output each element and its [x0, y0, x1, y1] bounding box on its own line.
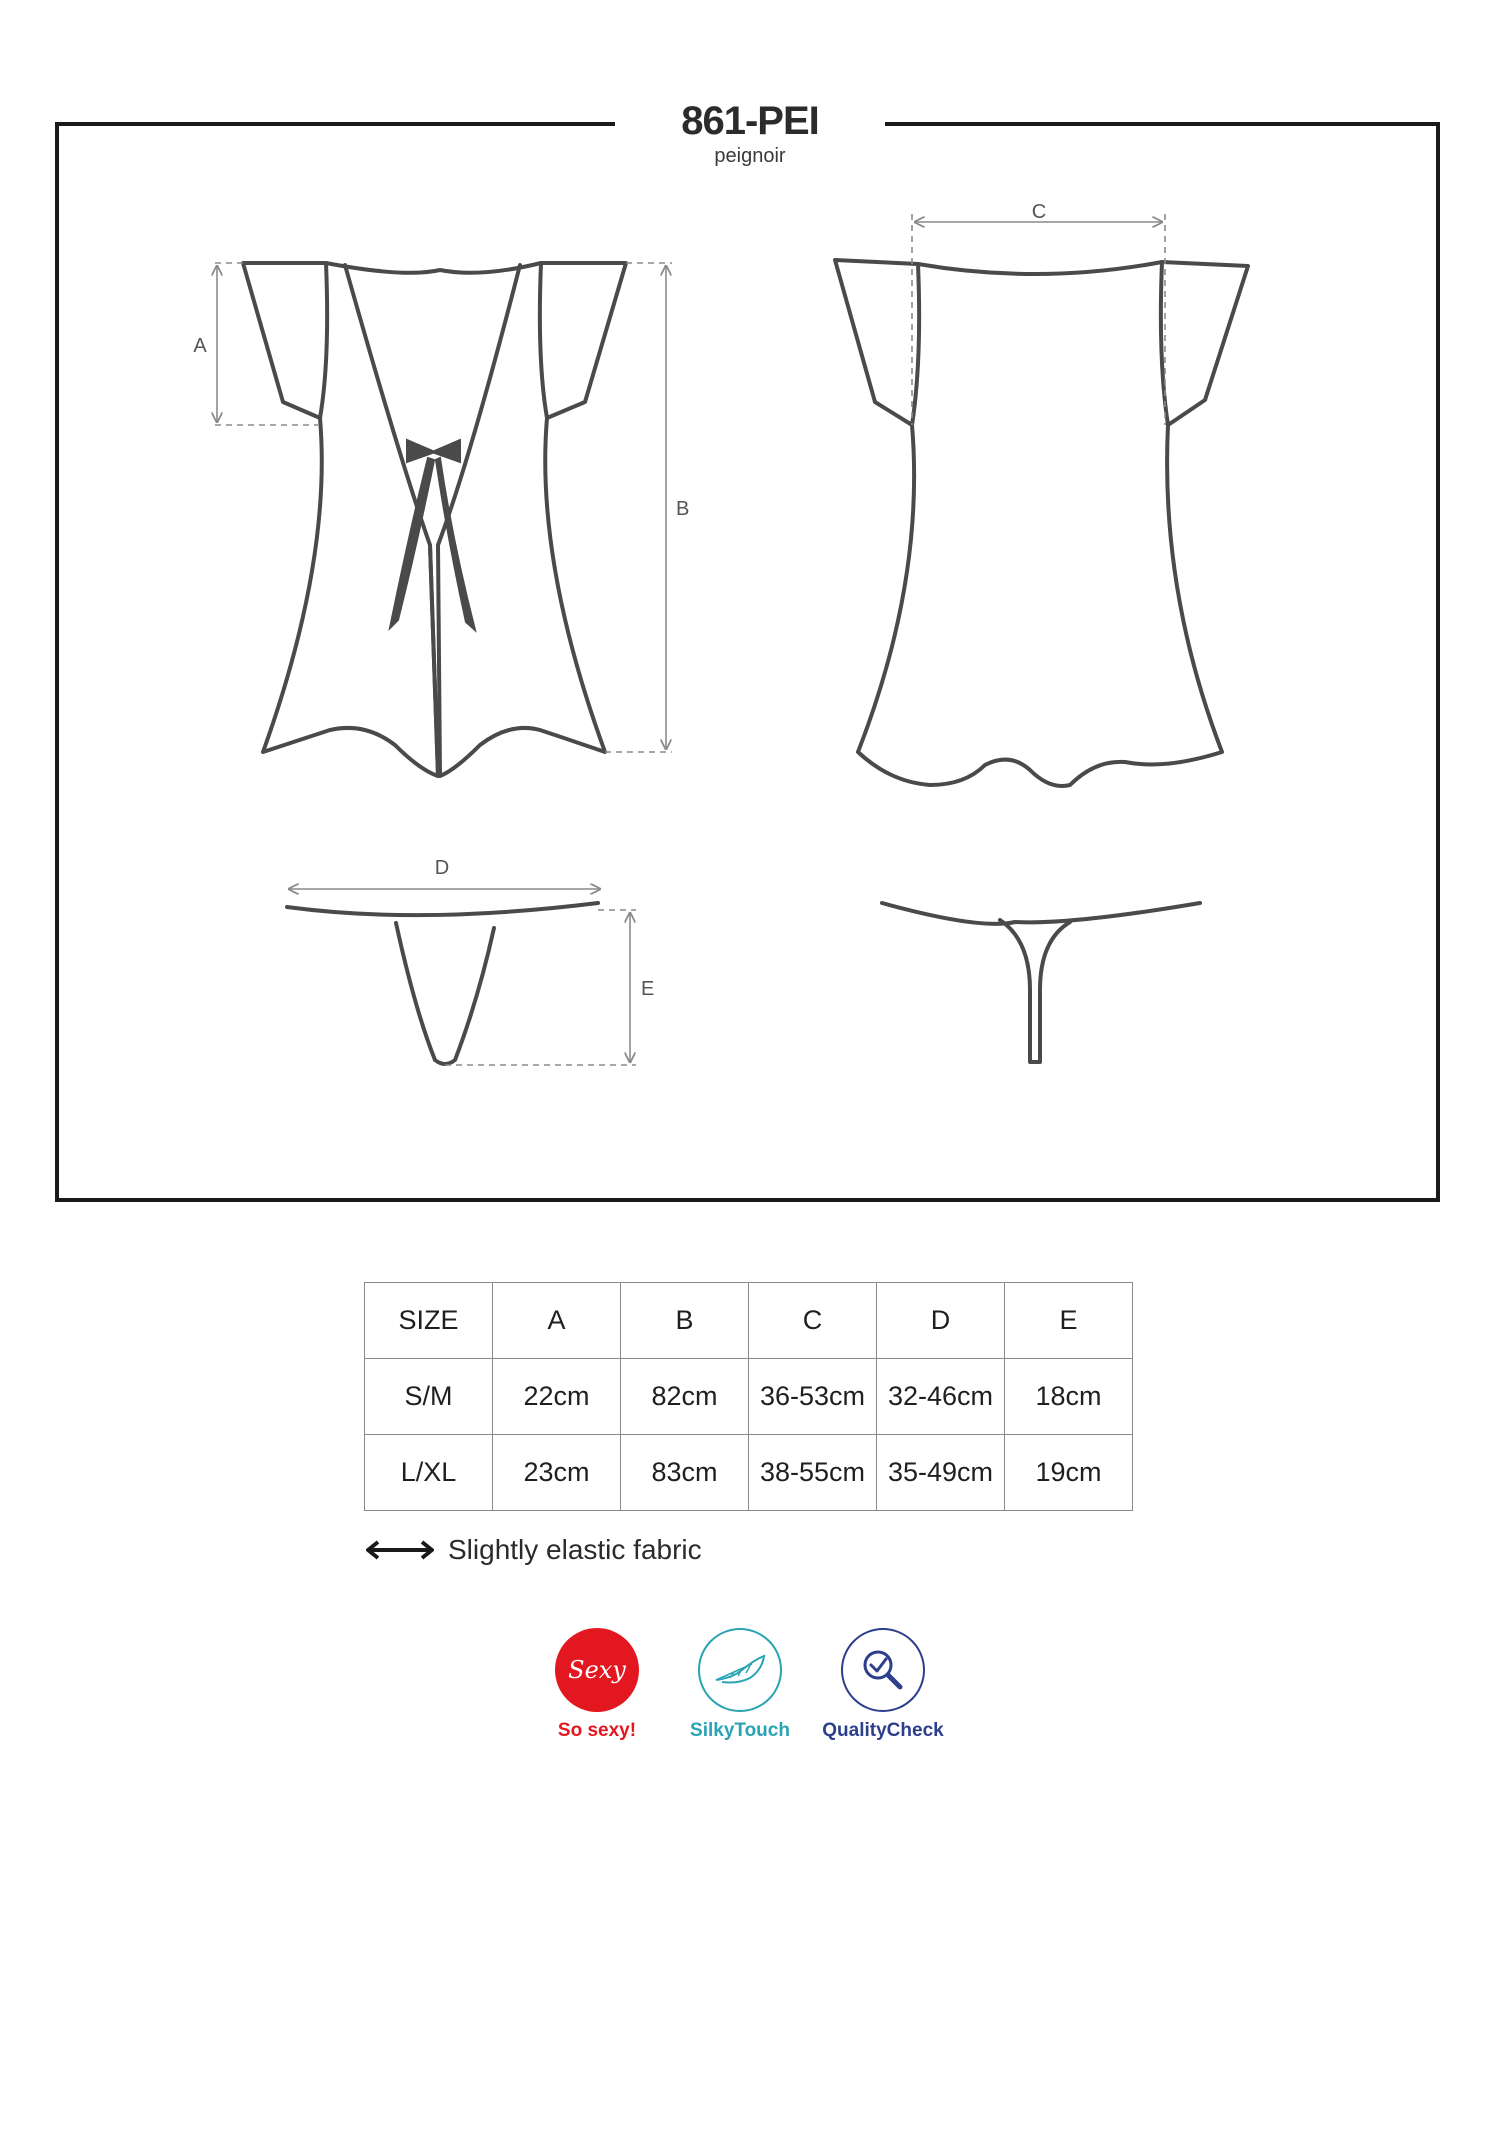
table-cell: 35-49cm: [877, 1435, 1005, 1511]
product-type: peignoir: [714, 145, 786, 167]
double-arrow-icon: [364, 1538, 436, 1562]
badge-caption: SilkyTouch: [690, 1720, 790, 1741]
fabric-note: [364, 1530, 702, 1570]
peignoir-front: [243, 263, 626, 776]
table-cell: 19cm: [1005, 1435, 1133, 1511]
dim-label-c: C: [1031, 201, 1047, 223]
header-cell: E: [1005, 1283, 1133, 1359]
dimension-lines: [215, 214, 1165, 1065]
badge-so-sexy: [527, 1628, 667, 1742]
badge-caption: QualityCheck: [822, 1720, 944, 1741]
header-cell: SIZE: [365, 1283, 493, 1359]
table-row: [365, 1359, 1133, 1435]
table-cell: 82cm: [621, 1359, 749, 1435]
product-code: 861-PEI: [681, 99, 819, 143]
fabric-note-text: Slightly elastic fabric: [448, 1534, 702, 1565]
table-row: [365, 1435, 1133, 1511]
dim-label-e: E: [641, 978, 655, 1000]
dim-label-d: D: [434, 857, 450, 879]
feather-icon: [698, 1628, 782, 1712]
dim-label-a: A: [193, 335, 207, 357]
peignoir-back: [835, 260, 1248, 786]
table-cell: L/XL: [365, 1435, 493, 1511]
table-cell: 18cm: [1005, 1359, 1133, 1435]
title-block: [615, 92, 885, 182]
badge-quality-check: [813, 1628, 953, 1742]
header-cell: B: [621, 1283, 749, 1359]
table-cell: 83cm: [621, 1435, 749, 1511]
dim-label-b: B: [676, 498, 690, 520]
table-header-row: [365, 1283, 1133, 1359]
header-cell: A: [493, 1283, 621, 1359]
sexy-icon: Sexy: [555, 1628, 639, 1712]
header-cell: D: [877, 1283, 1005, 1359]
thong-front: [287, 903, 598, 1064]
table-cell: S/M: [365, 1359, 493, 1435]
table-cell: 22cm: [493, 1359, 621, 1435]
table-cell: 23cm: [493, 1435, 621, 1511]
badge-caption: So sexy!: [557, 1720, 637, 1741]
table-cell: 36-53cm: [749, 1359, 877, 1435]
size-table: [364, 1282, 1133, 1511]
header-cell: C: [749, 1283, 877, 1359]
table-cell: 38-55cm: [749, 1435, 877, 1511]
thong-back: [882, 903, 1200, 1062]
table-cell: 32-46cm: [877, 1359, 1005, 1435]
badge-silky-touch: [670, 1628, 810, 1742]
magnifier-check-icon: [841, 1628, 925, 1712]
